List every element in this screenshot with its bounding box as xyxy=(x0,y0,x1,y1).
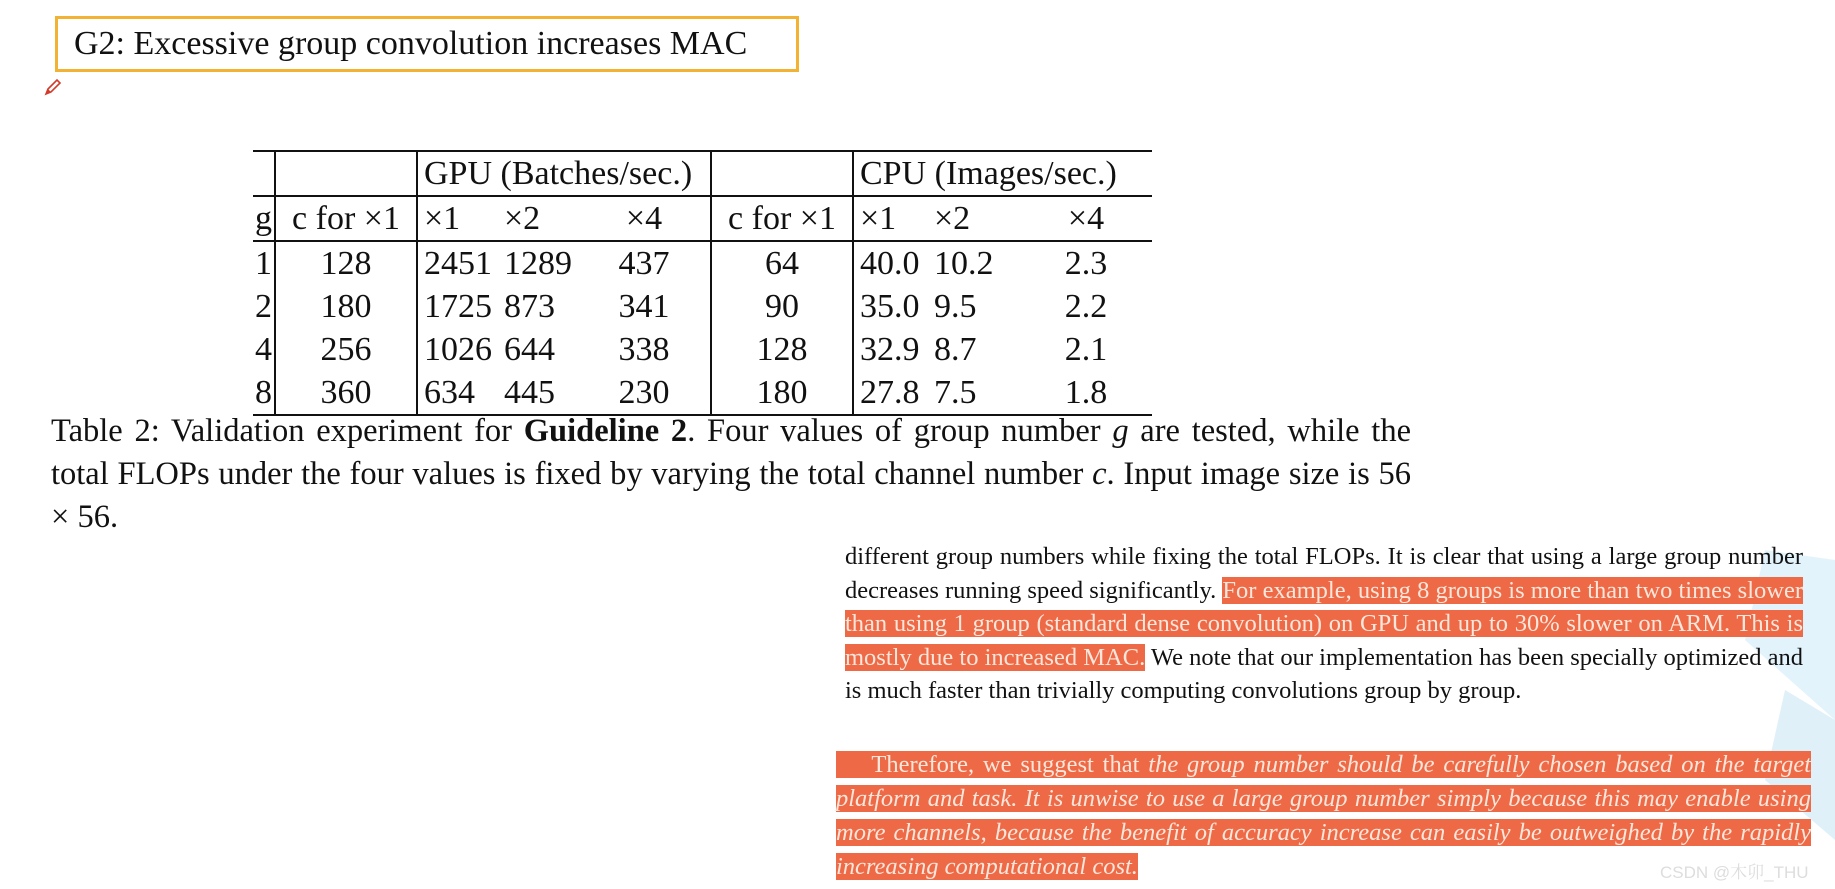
cell-cpu-x1: 27.8 xyxy=(853,371,928,415)
cell-g: 4 xyxy=(253,328,275,371)
highlighted-italic-text: the group number should be carefully chosen based on the target platform and task. It is unwise to use a large group number simply because this may enable using more channels, because the benefit of accuracy increase can easily be outweighed by the rapidly increasing computational cost. xyxy=(836,751,1812,880)
watermark: CSDN @木卯_THU xyxy=(1660,863,1809,882)
table-row xyxy=(253,371,1152,415)
cell-cpu-x4: 1.8 xyxy=(1020,371,1152,415)
cell-cpu-x1: 40.0 xyxy=(860,244,920,282)
cell-cpu-x2: 10.2 xyxy=(934,244,994,282)
cell-gpu-x4: 437 xyxy=(578,241,711,285)
caption-text: are tested, while the total FLOPs under the four values is fixed by varying the total channel number xyxy=(51,413,1412,492)
cell-gpu-x4: 230 xyxy=(578,371,711,415)
col-header-c-gpu: c for ×1 xyxy=(275,196,417,241)
cpu-group-header: CPU (Images/sec.) xyxy=(853,151,1152,196)
cell-gpu-x4: 338 xyxy=(578,328,711,371)
results-table xyxy=(253,150,1152,416)
cell-cpu-x2: 7.5 xyxy=(928,371,1020,415)
cell-cpu-x4: 2.3 xyxy=(1064,244,1108,282)
caption-var-g: g xyxy=(1112,413,1129,449)
col-header-cpu-x1: ×1 xyxy=(853,196,928,241)
col-header-cpu-x2: ×2 xyxy=(928,196,1020,241)
col-header-cpu-x4: ×4 xyxy=(1020,196,1152,241)
body-text: different group numbers while fixing the total FLOPs. It is clear that using a large group number decreases running speed significantly. xyxy=(845,543,1803,604)
cell-gpu-x1: 2451 xyxy=(424,244,492,282)
cell-cpu-x2: 8.7 xyxy=(934,330,977,368)
cell-c-cpu: 180 xyxy=(711,371,853,415)
table-row xyxy=(253,241,1152,285)
cell-gpu-x2: 873 xyxy=(504,287,555,325)
col-header-gpu-x2: ×2 xyxy=(498,196,578,241)
cell-g: 2 xyxy=(253,285,275,328)
col-header-g: g xyxy=(253,196,275,241)
cell-cpu-x4: 2.1 xyxy=(1064,330,1108,368)
cell-g: 8 xyxy=(253,371,275,415)
cell-gpu-x2: 644 xyxy=(504,330,555,368)
slide-title-box xyxy=(55,16,799,72)
results-table-container xyxy=(253,150,1152,416)
cell-gpu-x1: 1026 xyxy=(424,330,492,368)
cell-gpu-x1: 1725 xyxy=(424,287,492,325)
cell-c-cpu: 90 xyxy=(711,285,853,328)
cell-gpu-x2: 1289 xyxy=(504,244,572,282)
col-header-c-cpu: c for ×1 xyxy=(711,196,853,241)
cell-c-cpu: 128 xyxy=(711,328,853,371)
highlighted-text: For example, using 8 groups is more than two times slower than using 1 group (standard dense convolution) on GPU and up to 30% slower on ARM. This is mostly due to increased MAC. xyxy=(845,576,1803,671)
slide-title: G2: Excessive group convolution increases MAC xyxy=(74,25,748,62)
highlighted-text-lead: Therefore, we suggest that xyxy=(836,751,1148,778)
cell-gpu-x1: 634 xyxy=(417,371,498,415)
cell-cpu-x1: 32.9 xyxy=(860,330,920,368)
cell-c-gpu: 256 xyxy=(275,328,417,371)
caption-text: . Four values of group number xyxy=(687,413,1113,449)
body-text: We note that our implementation has been specially optimized and is much faster than trivially computing convolutions group by group. xyxy=(845,643,1804,704)
table-row xyxy=(253,328,1152,371)
gpu-group-header: GPU (Batches/sec.) xyxy=(417,151,711,196)
cell-cpu-x4: 2.2 xyxy=(1064,287,1108,325)
cell-gpu-x4: 341 xyxy=(578,285,711,328)
cell-cpu-x2: 9.5 xyxy=(934,287,977,325)
cell-g: 1 xyxy=(253,241,275,285)
table-row xyxy=(253,285,1152,328)
table-column-header-row xyxy=(253,196,1152,241)
cell-c-gpu: 180 xyxy=(275,285,417,328)
cell-cpu-x1: 35.0 xyxy=(860,287,920,325)
caption-guideline: Guideline 2 xyxy=(523,413,688,449)
body-paragraph-1 xyxy=(845,540,1803,708)
cell-gpu-x2: 445 xyxy=(498,371,578,415)
table-group-header-row xyxy=(253,151,1152,196)
table-caption xyxy=(51,410,1411,539)
caption-text: . Input image size is 56 × 56. xyxy=(51,456,1412,535)
col-header-gpu-x1: ×1 xyxy=(417,196,498,241)
caption-var-c: c xyxy=(1092,456,1107,492)
cell-c-gpu: 128 xyxy=(275,241,417,285)
caption-text: Table 2: Validation experiment for xyxy=(51,413,524,449)
cell-c-gpu: 360 xyxy=(275,371,417,415)
col-header-gpu-x4: ×4 xyxy=(578,196,711,241)
pen-icon xyxy=(44,78,62,96)
cell-c-cpu: 64 xyxy=(711,241,853,285)
